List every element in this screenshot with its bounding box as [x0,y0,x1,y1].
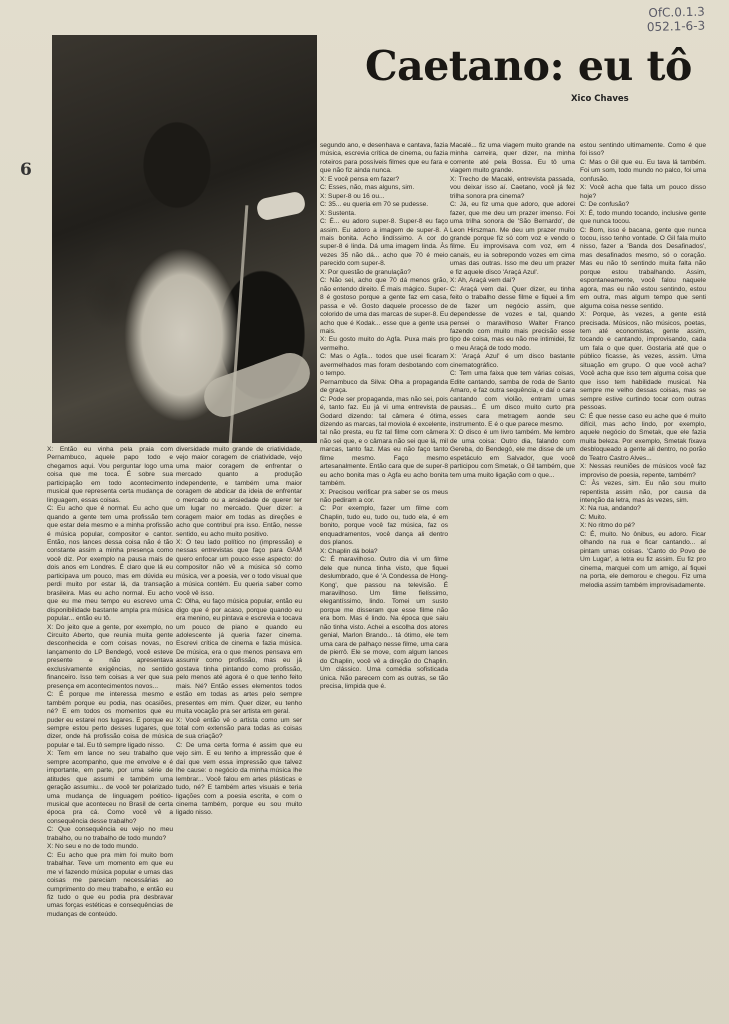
archive-code-line-1: OfC.0.1.3 [648,4,705,21]
text-column-4 [450,142,575,1016]
article-headline: Caetano: eu tô [365,42,692,90]
singer-photo [52,35,317,443]
microphone [255,190,307,221]
column-2-text: diversidade muito grande de criatividade, vejo maior coragem de criatividade, vejo uma maior coragem de enfrentar o mercado quanto a produção independente, e também uma maior coragem de abdicar da ideia de enfrentar o mercado ou a ansiedade de querer ter um lugar no mercado. Quer dizer: a coragem maior em todas as direções e acho que contribuí pra isso. Então, nesse sentido, eu acho muito positivo. X: O teu lado político no (impressão) e nessas entrevistas que faço para GAM quero enfocar um pouco esse aspecto: do compositor não vê a música só como música, ver a poesia, ver o todo visual que a música contém. Eu queria saber como você vê isso. C: Olha, eu faço música popular, então eu digo que é por acaso, porque quando eu era menino, eu pintava e escrevia e tocava um pouco de piano e quando eu adolescente já queria fazer cinema. Escrevi crítica de cinema e fazia música. De música, era o que menos pensava em assumir como profissão, mas eu já gostava tinha pintando como profissão, pelo menos até agora é o que tenho feito mais. Né? Então esses elementos todos estão em todas as artes pelo sempre presentes em mim. Quer dizer, eu tenho muita vocação pra ser artista em geral. X: Você então vê o artista como um ser total com extensão para todas as coisas de sua criação? C: De uma certa forma é assim que eu vejo sim. E eu tenho a impressão que é daí que vem essa impressão que talvez lhe cause: o negócio da minha música lhe lembrar... Você falou em artes plásticas e tudo, né? E também artes visuais e teria ligações com a poesia escrita, e com o cinema também, porque eu sou muito ligado nisso. [176,446,302,817]
text-column-5 [580,142,706,1016]
column-3-text: segundo ano, e desenhava e cantava, fazia música, escrevia crítica de cinema, ou fazia roteiros para possíveis filmes que eu fara e que não fiz ainda nunca. X: E você pensa em fazer? C: Esses, não, mas alguns, sim. X: Super-8 ou 16 ou... C: 35... eu queria em 70 se pudesse. X: Sustenta. C: É... eu adoro super-8. Super-8 eu faço assim. Eu adoro a imagem de super-8. A mais bonita. Acho lindíssimo. A cor do super-8 é linda. Dá uma imagem linda. Às vezes 35 não dá... acho que 70 é meio parecido com super-8. X: Por questão de granulação? C: Não sei, acho que 70 dá menos grão, não entendo direito. É mais mágico. Super-8 é gostoso porque a gente faz em casa, passa e vê. Gosto daquele processo de colorido de uma das marcas de super-8. Eu acho que é Kodak... esse que a gente usa mais. X: Eu gosto muito do Agfa. Puxa mais pro vermelho. C: Mas o Agfa... todos que usei ficaram avermelhados mas foram desbotando com o tempo. Pernambuco da Silva: Olha a propaganda de graça. C: Pode ser propaganda, mas não sei, pois é, tanto faz. Eu já vi uma entrevista de Godard dizendo: tal câmera é ótima, dizendo as marcas, tal moviola é excelente, tal não presta, eu fiz tal filme com câmera não sei que, e o câmara não sei que lá, mil marcas, tanto faz. Mas eu não faço tanto filme mesmo. Faço mesmo artesanalmente. Então cara que de super-8 eu acho bonita mas o Agfa eu acho bonita também. X: Precisou verificar pra saber se os meus não pediram a cor. C: Por exemplo, fazer um filme com Chaplin, tudo eu, tudo ou, tudo ela, é em bonito, porque você faz música, faz os enquadramentos, você dança ali dentro dos planos. X: Chaplin dá bola? C: É maravilhoso. Outro dia vi um filme dele que nunca tinha visto, que fiquei deslumbrado, que é 'A Condessa de Hong-Kong', que passou na televisão. É maravilhoso. Um filme fielíssimo, elegantíssimo, lindo. Tomei um susto porque me disseram que esse filme não era bom. Mas é lindo. Na época que saiu não tinha visto. Achei a escolha dos atores genial, Marlon Brando... tá ótimo, ele tem uma cara de palhaço nesse filme, uma cara de pierrô. Ele se move, com algum lances do Chaplin, você vê a direção do Chaplin. Um clássico. Uma comédia sofisticada única. Não parecem com as outras, se tão precisa, limpida que é. [320,142,448,690]
column-1-text: X: Então eu vinha pela praia com Pernambuco, aquele papo todo e chegamos aqui. Vou perguntar logo uma coisa que me toca. É sobre sua participação em todo acontecimento musical que representa certa mudança de linguagem, essas coisas. C: Eu acho que é normal. Eu acho que quando a gente tem uma profissão tem que estar dela mesmo e a minha profissão é música popular, compositor e cantor. Então, nos lances dessa coisa não é tão constante assim a minha presença como você diz. Por exemplo na pausa mais de dois anos em Londres. É claro que lá eu participava um pouco, mas em dúvida eu perdi muito por estar lá, da transação brasileira. Mas eu acho normal. Eu acho que eu me meu tempo eu escrevo uma disponibilidade bastante ampla pra música popular... então eu tô. X: Do jeito que a gente, por exemplo, no Circuito Aberto, que reunia muita gente desconhecida e com coisas novas, no lançamento do LP Bendegó, você esteve presente e não apresentava exclusivamente exigências, no sentido financeiro. Isso tem coisas a ver que sua presença em acontecimentos novos... C: É porque me interessa mesmo e também porque eu podia, nas ocasiões, né? E em todos os momentos que eu puder eu estarei nos lugares. E porque eu sempre estou perto desses lugares, que dizer, onde há profissão coisa de música popular e tal. Eu tô sempre ligado nisso. X: Tem em lance no seu trabalho que sempre acompanho, que me envolve e é importante, em parte, por uma série de atitudes que assumi e também uma geração assumiu... de você ter polarizado uma mudança de linguagem poético-musical que aconteceu no Brasil de certa época pra cá. Como você vê a consequência desse trabalho? C: Que consequência eu vejo no meu trabalho, ou no trabalho de todo mundo? X: No seu e no de todo mundo. C: Eu acho que pra mim foi muito bom trabalhar. Teve um momento em que eu me vi fazendo música popular e umas das coisas me pareciam necessárias ao cumprimento do meu trabalho, e então eu fiz tudo o que eu podia pra desbravar umas forças estéticas e consequências de mudanças de conteúdo. [47,446,173,918]
archive-code-line-2: 052.1-6-3 [646,18,706,35]
text-column-2 [176,446,302,1016]
page-number: 6 [20,160,32,180]
column-5-text: estou sentindo ultimamente. Como é que foi isso? C: Mas o Gil que eu. Eu tava lá também. Foi um som, todo mundo no palco, foi uma confusão. X: Você acha que falta um pouco disso hoje? C: De confusão? X: É, todo mundo tocando, inclusive gente que nunca tocou. C: Bom, isso é bacana, gente que nunca tocou, isso tenho vontade. O Gil fala muito nisso, fazer a 'Banda dos Desafinados', mas desafinados mesmo, só o coração. Mas eu não tô sentindo muita falta não porque estou trabalhando. Assim, espontaneamente, você falou naquele agora, mas eu não estou sentindo, estou em outra, mas algum tempo que senti alguma coisa nesse sentido. X: Porque, às vezes, a gente está precisada. Músicos, não músicos, poetas, tem até economistas, gente assim, tocando e cantando, improvisando, cada um fala o que quer. Gostaria até que o público ficasse, às vezes, assim. Uma situação em grupo. O que você acha? Você acha que isso tem alguma coisa que que isso tem habilidade musical. Na sempre me velho dessas coisas, mas se sempre estive curtindo tocar com outras pessoas. C: É que nesse caso eu ache que é muito difícil, mas acho lindo, por exemplo, aquele negócio do Smetak, que ele fazia muita beleza. Por exemplo, Smetak fixava desbloqueado a gente ali dentro, no porão do Teatro Castro Alves... X: Nessas reuniões de músicos você faz improviso de poesia, repente, também? C: Às vezes, sim. Eu não sou muito repentista assim não, por causa da intenção da letra, mas às vezes, sim. X: Na rua, andando? C: Muito. X: No ritmo do pé? C: É, muito. No ônibus, eu adoro. Ficar olhando na rua e ficar cantando... aí pintam umas coisas. 'Canto do Povo de Um Lugar', a letra eu fiz assim. Eu fiz pro cinema, marquei com um amigo, aí fiquei na porta, ele demorou e chegou. Fiz uma melodia assim também improvisadamente. [580,142,706,589]
article-byline: Xico Chaves [571,94,629,104]
column-4-text: Macalé... fiz uma viagem muito grande na minha carreira, quer dizer, na minha corrente até pela Bossa. Eu tô uma viagem muito grande. X: Trecho de Macalé, entrevista passada, vou deixar isso aí. Caetano, você já fez trilha sonora pra cinema? C: Já, eu fiz uma que adoro, que adorei fazer, que me deu um prazer imenso. Foi uma trilha sonora de 'São Bernardo', de Leon Hirszman. Me deu um prazer muito grande porque fiz só com voz e vendo o filme. Eu improvisava com voz, em 4 canais, eu ia sobrepondo vozes em cima umas das outras. Isso me deu um prazer e fiz aquele disco 'Araçá Azul'. X: Ah, Araçá vem daí? C: Araçá vem daí. Quer dizer, eu tinha feito o trabalho desse filme e fiquei a fim de fazer um negócio assim, que dependesse de vozes e tal, quando pensei o maravilhoso Walter Franco fazendo com muito mais precisão esse tipo de coisa, mas eu não me intimidei, fiz o meu Araçá de todo modo. X: 'Araçá Azul' é um disco bastante cinematográfico. C: Tem uma faixa que tem várias coisas, Edite cantando, samba de roda de Santo Amaro, e faz outra sequência, e daí o cara cantando com violão, entram umas pausas... É um disco muito curto pra esses cara metragem aonde seu instrumento. E é o que parece mesmo. X: O disco é um livro também. Me lembro de uma coisa: Outro dia, falando com Gereba, do Bendegó, ele me disse de um espetáculo em Salvador, que você participou com Smetak, o Gil também, que tem uma muito ligação com o que... [450,142,575,479]
text-column-3 [320,142,448,1016]
text-column-1 [47,446,173,1016]
guitar-arm [198,347,315,422]
archive-code-handwritten [595,5,706,36]
